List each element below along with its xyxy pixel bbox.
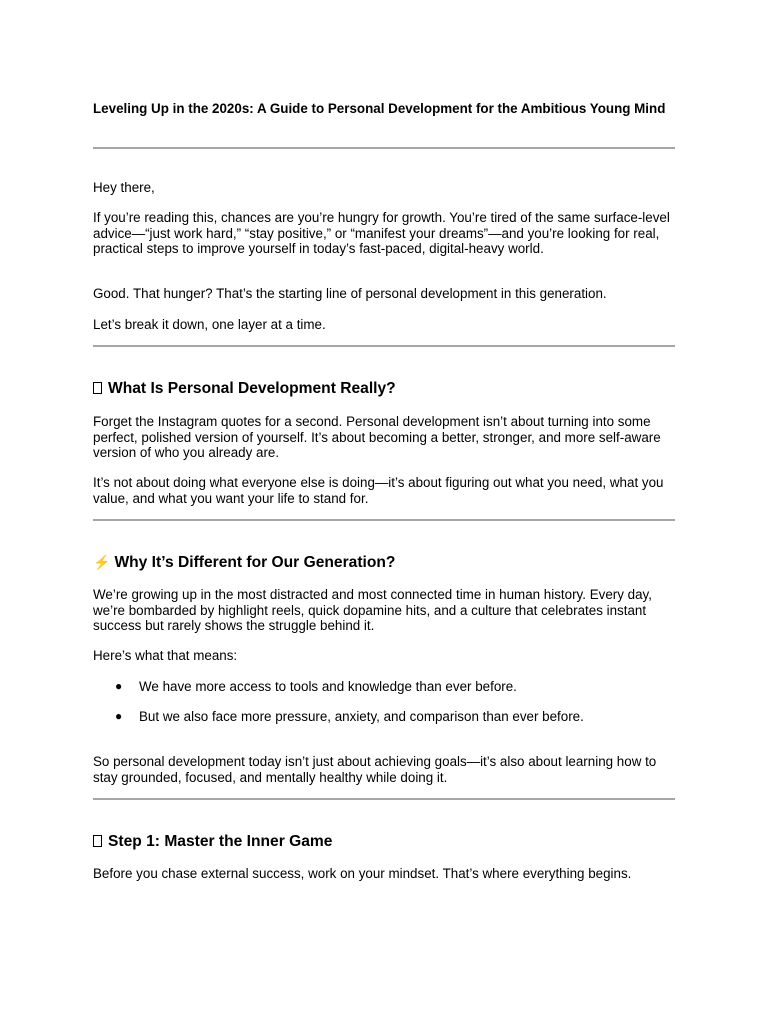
greeting-text: Hey there, xyxy=(93,180,155,195)
divider xyxy=(93,519,675,521)
list-item-text: But we also face more pressure, anxiety, and comparison than ever before. xyxy=(139,709,584,724)
bullet-list xyxy=(93,679,675,739)
list-item xyxy=(93,709,675,739)
section-heading-text: Step 1: Master the Inner Game xyxy=(108,833,333,850)
section-heading-what-is xyxy=(93,380,675,398)
intro-paragraph-3: Let’s break it down, one layer at a time. xyxy=(93,317,326,332)
divider xyxy=(93,147,675,149)
box-glyph-icon xyxy=(93,382,102,394)
section-heading-step-1 xyxy=(93,833,675,851)
bullet-icon: ● xyxy=(115,709,123,723)
box-glyph-icon xyxy=(93,835,102,847)
section1-paragraph-2: It’s not about doing what everyone else is doing—it’s about figuring out what you need, what you value, and what you want your life to stand for. xyxy=(93,475,664,506)
section-heading-text: Why It’s Different for Our Generation? xyxy=(114,554,396,571)
section2-paragraph-2: Here’s what that means: xyxy=(93,648,238,663)
section2-paragraph-1: We’re growing up in the most distracted and most connected time in human history. Every day, we’re bombarded by highlight reels, quick dopamine hits, and a culture that celebrates instant success but rarely shows the struggle behind it. xyxy=(93,587,652,633)
section1-paragraph-1: Forget the Instagram quotes for a second. Personal development isn’t about turning into some perfect, polished version of yourself. It’s about becoming a better, stronger, and more self-aware version of who you already are. xyxy=(93,414,661,460)
divider xyxy=(93,345,675,347)
document-title: Leveling Up in the 2020s: A Guide to Personal Development for the Ambitious Young Mind xyxy=(93,101,666,116)
list-item xyxy=(93,679,675,709)
divider xyxy=(93,798,675,800)
intro-paragraph-2: Good. That hunger? That’s the starting line of personal development in this generation. xyxy=(93,286,607,301)
list-item-text: We have more access to tools and knowledge than ever before. xyxy=(139,679,517,694)
intro-paragraph-1: If you’re reading this, chances are you’re hungry for growth. You’re tired of the same surface-level advice—“just work hard,” “stay positive,” or “manifest your dreams”—and you’re looking for real, practical steps to improve yourself in today’s fast-paced, digital-heavy world. xyxy=(93,210,670,256)
section2-paragraph-3: So personal development today isn’t just about achieving goals—it’s also about learning how to stay grounded, focused, and mentally healthy while doing it. xyxy=(93,754,657,785)
section-heading-text: What Is Personal Development Really? xyxy=(108,380,396,397)
bullet-icon: ● xyxy=(115,679,123,693)
lightning-icon: ⚡ xyxy=(93,554,111,570)
section3-paragraph-1: Before you chase external success, work on your mindset. That’s where everything begins. xyxy=(93,866,632,881)
section-heading-why-different xyxy=(93,553,675,572)
